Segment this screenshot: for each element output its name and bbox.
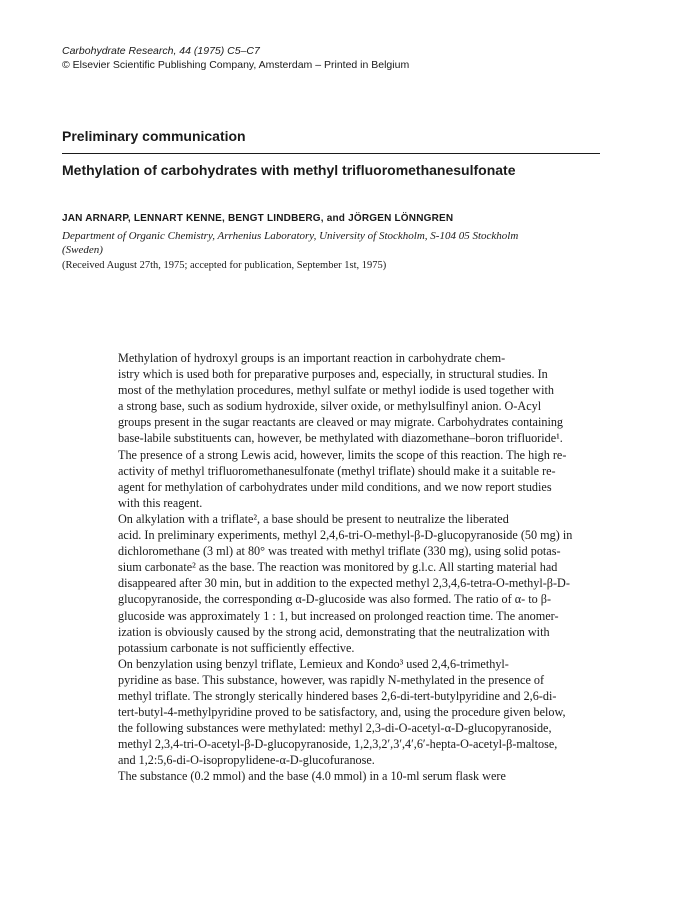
copyright-line: © Elsevier Scientific Publishing Company, Amsterdam – Printed in Belgium bbox=[62, 59, 410, 71]
text-line: Methylation of hydroxyl groups is an important reaction in carbohydrate chem- bbox=[118, 351, 506, 365]
text-line: tert-butyl-4-methylpyridine proved to be satisfactory, and, using the procedure given below, bbox=[118, 705, 566, 720]
text-line: agent for methylation of carbohydrates under mild conditions, and we now report studies bbox=[118, 479, 552, 494]
text-line: istry which is used both for preparative purposes and, especially, in structural studies. In bbox=[118, 367, 548, 382]
text-line: The presence of a strong Lewis acid, however, limits the scope of this reaction. The high re- bbox=[118, 447, 567, 462]
text-line: On alkylation with a triflate², a base should be present to neutralize the liberated bbox=[118, 511, 509, 526]
body-paragraph bbox=[62, 350, 600, 511]
body-paragraph bbox=[62, 768, 600, 784]
text-line: base-labile substituents can, however, be methylated with diazomethane–boron trifluoride¹. bbox=[118, 431, 563, 446]
article-body bbox=[62, 350, 600, 785]
text-line: groups present in the sugar reactants are cleaved or may migrate. Carbohydrates containing bbox=[118, 415, 564, 430]
text-line: activity of methyl trifluoromethanesulfonate (methyl triflate) should make it a suitable re- bbox=[118, 463, 556, 478]
received-dates: (Received August 27th, 1975; accepted for publication, September 1st, 1975) bbox=[62, 260, 387, 271]
text-line: a strong base, such as sodium hydroxide, silver oxide, or methylsulfinyl anion. O-Acyl bbox=[118, 399, 542, 414]
text-line: ization is obviously caused by the strong acid, demonstrating that the neutralization with bbox=[118, 624, 550, 639]
journal-header bbox=[62, 44, 622, 72]
affiliation-line: Department of Organic Chemistry, Arrhenius Laboratory, University of Stockholm, S-104 05 Stockholm bbox=[62, 230, 519, 242]
text-line: dichloromethane (3 ml) at 80° was treated with methyl triflate (330 mg), using solid potas- bbox=[118, 544, 561, 559]
author-list: JAN ARNARP, LENNART KENNE, BENGT LINDBERG, and JÖRGEN LÖNNGREN bbox=[62, 213, 454, 224]
affiliation bbox=[62, 229, 622, 257]
text-line: pyridine as base. This substance, however, was rapidly N-methylated in the presence of bbox=[118, 672, 545, 687]
article-title: Methylation of carbohydrates with methyl trifluoromethanesulfonate bbox=[62, 162, 516, 178]
text-line: glucopyranoside, the corresponding α-D-glucoside was also formed. The ratio of α- to β- bbox=[118, 592, 552, 607]
text-line: glucoside was approximately 1 : 1, but increased on prolonged reaction time. The anomer- bbox=[118, 608, 559, 623]
text-line: sium carbonate² as the base. The reaction was monitored by g.l.c. All starting material had bbox=[118, 560, 558, 575]
text-line: methyl triflate. The strongly sterically hindered bases 2,6-di-tert-butylpyridine and 2,6-di- bbox=[118, 688, 557, 703]
text-line: most of the methylation procedures, methyl sulfate or methyl iodide is used together with bbox=[118, 383, 554, 398]
body-paragraph bbox=[62, 511, 600, 656]
text-line: and 1,2:5,6-di-O-isopropylidene-α-D-glucofuranose. bbox=[118, 753, 375, 768]
text-line: The substance (0.2 mmol) and the base (4.0 mmol) in a 10-ml serum flask were bbox=[118, 769, 506, 784]
section-label: Preliminary communication bbox=[62, 128, 246, 144]
text-line: acid. In preliminary experiments, methyl 2,4,6-tri-O-methyl-β-D-glucopyranoside (50 mg) in bbox=[118, 528, 573, 543]
journal-citation: Carbohydrate Research, 44 (1975) C5–C7 bbox=[62, 45, 260, 57]
text-line: the following substances were methylated: methyl 2,3-di-O-acetyl-α-D-glucopyranoside, bbox=[118, 721, 552, 736]
text-line: potassium carbonate is not sufficiently effective. bbox=[118, 640, 355, 655]
text-line: On benzylation using benzyl triflate, Lemieux and Kondo³ used 2,4,6-trimethyl- bbox=[118, 656, 509, 671]
text-line: disappeared after 30 min, but in addition to the expected methyl 2,3,4,6-tetra-O-methyl-β-D- bbox=[118, 576, 570, 591]
body-paragraph bbox=[62, 656, 600, 769]
divider-rule bbox=[62, 153, 600, 154]
text-line: with this reagent. bbox=[118, 495, 203, 510]
text-line: methyl 2,3,4-tri-O-acetyl-β-D-glucopyranoside, 1,2,3,2′,3′,4′,6′-hepta-O-acetyl-β-maltose, bbox=[118, 737, 558, 752]
affiliation-line: (Sweden) bbox=[62, 244, 103, 256]
